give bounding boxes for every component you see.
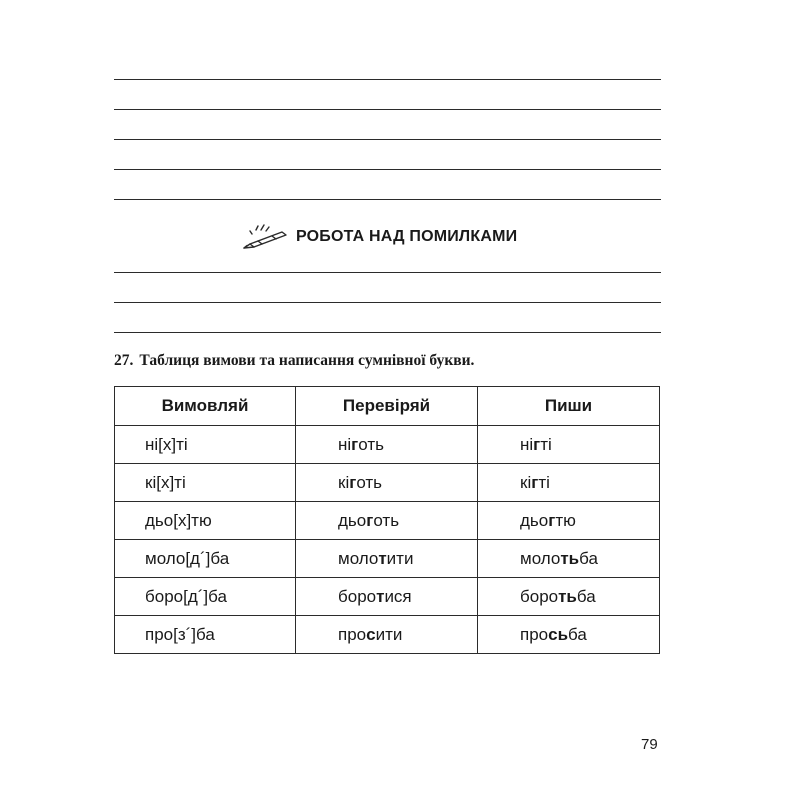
word-part: ні	[338, 434, 352, 454]
word-part: ні	[520, 434, 534, 454]
cell-pronounce	[115, 464, 296, 502]
table-row	[115, 464, 660, 502]
writing-line	[114, 79, 661, 80]
task-text: Таблиця вимови та написання сумнівної букви.	[139, 352, 475, 369]
cell-check	[296, 540, 478, 578]
table-row	[115, 540, 660, 578]
cell-check	[296, 502, 478, 540]
cell-write	[478, 426, 660, 464]
highlighted-letter: с	[366, 624, 376, 644]
highlighted-letter: г	[533, 434, 541, 454]
word-part: дьо[х]тю	[145, 510, 212, 530]
highlighted-letter: т	[376, 586, 385, 606]
cell-check	[296, 616, 478, 654]
highlighted-letter: г	[351, 434, 359, 454]
word-part: оть	[373, 510, 400, 530]
highlighted-letter: г	[548, 510, 556, 530]
writing-line	[114, 272, 661, 273]
table-row	[115, 616, 660, 654]
cell-pronounce	[115, 426, 296, 464]
word-part: боро	[338, 586, 377, 606]
highlighted-letter: т	[378, 548, 387, 568]
word-part: ті	[540, 434, 552, 454]
word-part: про[з´]ба	[145, 624, 215, 644]
section-heading	[242, 222, 517, 252]
word-part: ті	[538, 472, 550, 492]
cell-write	[478, 578, 660, 616]
highlighted-letter: сь	[548, 624, 569, 644]
word-part: тю	[555, 510, 576, 530]
table-body	[115, 426, 660, 654]
page-number: 79	[641, 736, 658, 753]
cell-check	[296, 578, 478, 616]
table-row	[115, 502, 660, 540]
writing-line	[114, 169, 661, 170]
pen-icon	[242, 222, 290, 252]
cell-write	[478, 464, 660, 502]
cell-pronounce	[115, 578, 296, 616]
table-row	[115, 578, 660, 616]
word-part: моло	[520, 548, 561, 568]
word-part: ити	[375, 624, 403, 644]
cell-check	[296, 464, 478, 502]
highlighted-letter: г	[349, 472, 357, 492]
highlighted-letter: ть	[558, 586, 577, 606]
word-part: ба	[576, 586, 596, 606]
word-part: дьо	[520, 510, 549, 530]
word-part: дьо	[338, 510, 367, 530]
word-part: боро	[520, 586, 559, 606]
word-part: ися	[384, 586, 412, 606]
pronunciation-table	[114, 386, 660, 654]
writing-line	[114, 302, 661, 303]
word-part: ити	[386, 548, 414, 568]
cell-pronounce	[115, 540, 296, 578]
highlighted-letter: г	[531, 472, 539, 492]
highlighted-letter: ть	[560, 548, 580, 568]
word-part: ба	[579, 548, 598, 568]
highlighted-letter: г	[366, 510, 374, 530]
task-heading	[114, 352, 474, 370]
word-part: моло	[338, 548, 379, 568]
writing-line	[114, 109, 661, 110]
word-part: боро[д´]ба	[145, 586, 227, 606]
word-part: кі[х]ті	[145, 472, 186, 492]
writing-line	[114, 332, 661, 333]
writing-line	[114, 199, 661, 200]
column-header-pronounce: Вимовляй	[115, 387, 296, 426]
writing-line	[114, 139, 661, 140]
cell-pronounce	[115, 502, 296, 540]
word-part: оть	[356, 472, 383, 492]
word-part: ні[х]ті	[145, 434, 188, 454]
cell-write	[478, 616, 660, 654]
task-number: 27.	[114, 352, 134, 369]
word-part: ба	[568, 624, 587, 644]
section-title: РОБОТА НАД ПОМИЛКАМИ	[296, 228, 518, 245]
word-part: кі	[338, 472, 350, 492]
cell-write	[478, 540, 660, 578]
word-part: кі	[520, 472, 532, 492]
word-part: моло[д´]ба	[145, 548, 230, 568]
table-row	[115, 426, 660, 464]
cell-write	[478, 502, 660, 540]
column-header-write: Пиши	[478, 387, 660, 426]
table-header-row	[115, 387, 660, 426]
word-part: про	[338, 624, 367, 644]
column-header-check: Перевіряй	[296, 387, 478, 426]
cell-check	[296, 426, 478, 464]
cell-pronounce	[115, 616, 296, 654]
word-part: про	[520, 624, 549, 644]
word-part: оть	[358, 434, 384, 454]
